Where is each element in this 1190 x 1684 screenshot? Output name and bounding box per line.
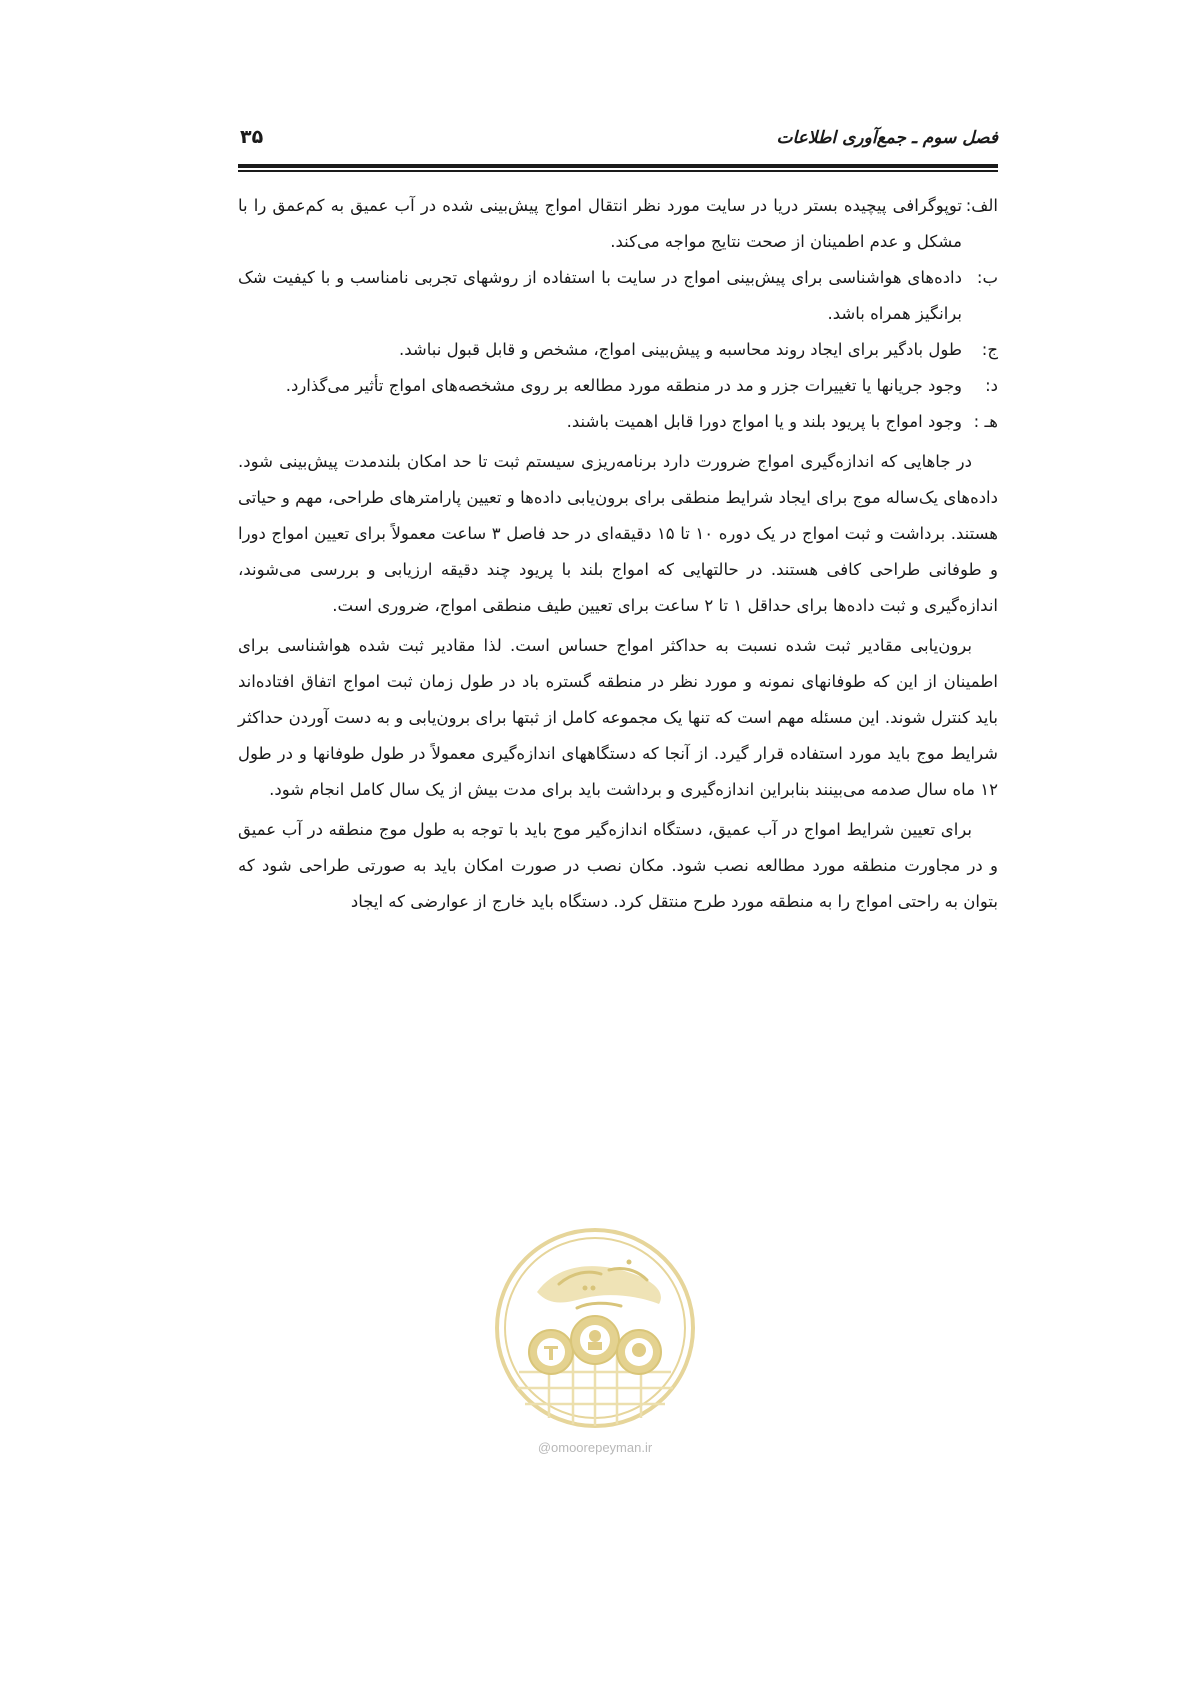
watermark-website — [495, 1440, 695, 1455]
list-item — [238, 188, 998, 260]
header-rule-thick — [238, 164, 998, 168]
paragraph: برای تعیین شرایط امواج در آب عمیق، دستگاه اندازه‌گیر موج باید با توجه به طول موج منطقه در آب عمیق و در مجاورت منطقه مورد مطالعه نصب شود. مکان نصب در صورت امکان باید به صورتی طراحی شود که بتوان به راحتی امواج را به منطقه مورد طرح منتقل کرد. دستگاه باید خارج از عوارضی که ایجاد — [238, 820, 998, 911]
list-item-text: داده‌های هواشناسی برای پیش‌بینی امواج در سایت با استفاده از روشهای تجربی نامناسب و با کیفیت شک برانگیز همراه باشد. — [238, 268, 962, 323]
list-marker: د: — [985, 376, 998, 395]
list-item-text: وجود امواج با پریود بلند و یا امواج دورا قابل اهمیت باشند. — [566, 412, 962, 431]
list-item-text: طول بادگیر برای ایجاد روند محاسبه و پیش‌بینی امواج، مشخص و قابل قبول نباشد. — [399, 340, 962, 359]
paragraph: برون‌یابی مقادیر ثبت شده نسبت به حداکثر امواج حساس است. لذا مقادیر ثبت شده هواشناسی برای اطمینان از این که طوفانهای نمونه و مورد نظر در منطقه گستره باد در طول زمان ثبت امواج اتفاق افتاده‌اند باید کنترل شوند. این مسئله مهم است که تنها یک مجموعه کامل از ثبتها برای برون‌یابی و به دست آوردن حداکثر شرایط موج باید مورد استفاده قرار گیرد. از آنجا که دستگاههای اندازه‌گیری معمولاً در طول طوفانها و در طول ۱۲ ماه سال صدمه می‌بینند بنابراین اندازه‌گیری و برداشت باید برای مدت بیش از یک سال کامل انجام شود. — [238, 636, 998, 799]
list-item-text: توپوگرافی پیچیده بستر دریا در سایت مورد نظر انتقال امواج پیش‌بینی شده در آب عمیق به کم‌عمق را با مشکل و عدم اطمینان از صحت نتایج مواجه می‌کند. — [238, 196, 962, 251]
watermark-seal-icon — [489, 1222, 701, 1434]
page-number: ۳۵ — [240, 126, 264, 148]
list-item — [238, 404, 998, 440]
list-marker: هـ : — [973, 412, 998, 431]
list-item — [238, 332, 998, 368]
at-icon: @ — [537, 1440, 552, 1455]
list-item-text: وجود جریانها یا تغییرات جزر و مد در منطقه مورد مطالعه بر روی مشخصه‌های امواج تأثیر می‌گذارد. — [285, 376, 962, 395]
page-header — [238, 124, 998, 164]
list-marker: ب: — [976, 268, 998, 287]
chapter-title: فصل سوم ـ جمع‌آوری اطلاعات — [776, 128, 998, 148]
website-text: omoorepeyman.ir — [551, 1440, 653, 1455]
list-item — [238, 260, 998, 332]
body-text — [238, 188, 998, 920]
paragraph: در جاهایی که اندازه‌گیری امواج ضرورت دارد برنامه‌ریزی سیستم ثبت تا حد امکان بلندمدت پیش‌بینی شود. داده‌های یک‌ساله موج برای ایجاد شرایط منطقی برای برون‌یابی داده‌ها و تعیین پارامترهای طراحی، مهم و حیاتی هستند. برداشت و ثبت امواج در یک دوره ۱۰ تا ۱۵ دقیقه‌ای در حد فاصل ۳ ساعت معمولاً برای تعیین امواج دورا و طوفانی طراحی کافی هستند. در حالتهایی که امواج بلند با پریود چند دقیقه ارزیابی و بررسی می‌شوند، اندازه‌گیری و ثبت داده‌ها برای حداقل ۱ تا ۲ ساعت برای تعیین طیف منطقی امواج، ضروری است. — [238, 452, 999, 615]
watermark-logo — [489, 1222, 701, 1434]
list-item — [238, 368, 998, 404]
list-marker: ج: — [981, 340, 998, 359]
header-rule-thin — [238, 170, 998, 172]
list-marker: الف: — [965, 196, 998, 215]
